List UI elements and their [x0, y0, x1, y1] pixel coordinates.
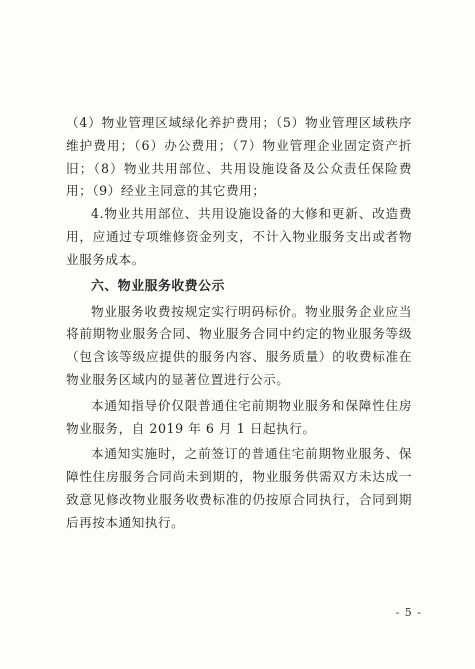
paragraph-effective-date: 本通知指导价仅限普通住宅前期物业服务和保障性住房物业服务，自 2019 年 6 月 1 日起执行。: [66, 397, 412, 436]
paragraph-expense-items: （4）物业管理区域绿化养护费用；（5）物业管理区域秩序维护费用；（6）办公费用；（7）物业管理企业固定资产折旧；（8）物业共用部位、共用设施设备及公众责任保险费用；（9）经业主同意的其它费用；: [66, 115, 412, 199]
section-heading: 六、物业服务收费公示: [91, 278, 225, 294]
page-number: - 5 -: [395, 606, 422, 619]
paragraph-maintenance-fund: 4.物业共用部位、共用设施设备的大修和更新、改造费用，应通过专项维修资金列支，不计入物业服务支出或者物业服务成本。: [66, 206, 412, 267]
document-body: [66, 112, 412, 535]
paragraph-fee-disclosure: 物业服务收费按规定实行明码标价。物业服务企业应当将前期物业服务合同、物业服务合同中约定的物业服务等级（包含该等级应提供的服务内容、服务质量）的收费标准在物业服务区域内的显著位置进行公示。: [66, 303, 412, 387]
paragraph-transition: 本通知实施时，之前签订的普通住宅前期物业服务、保障性住房服务合同尚未到期的，物业服务供需双方未达成一致意见修改物业服务收费标准的仍按原合同执行，合同到期后再按本通知执行。: [66, 446, 412, 530]
